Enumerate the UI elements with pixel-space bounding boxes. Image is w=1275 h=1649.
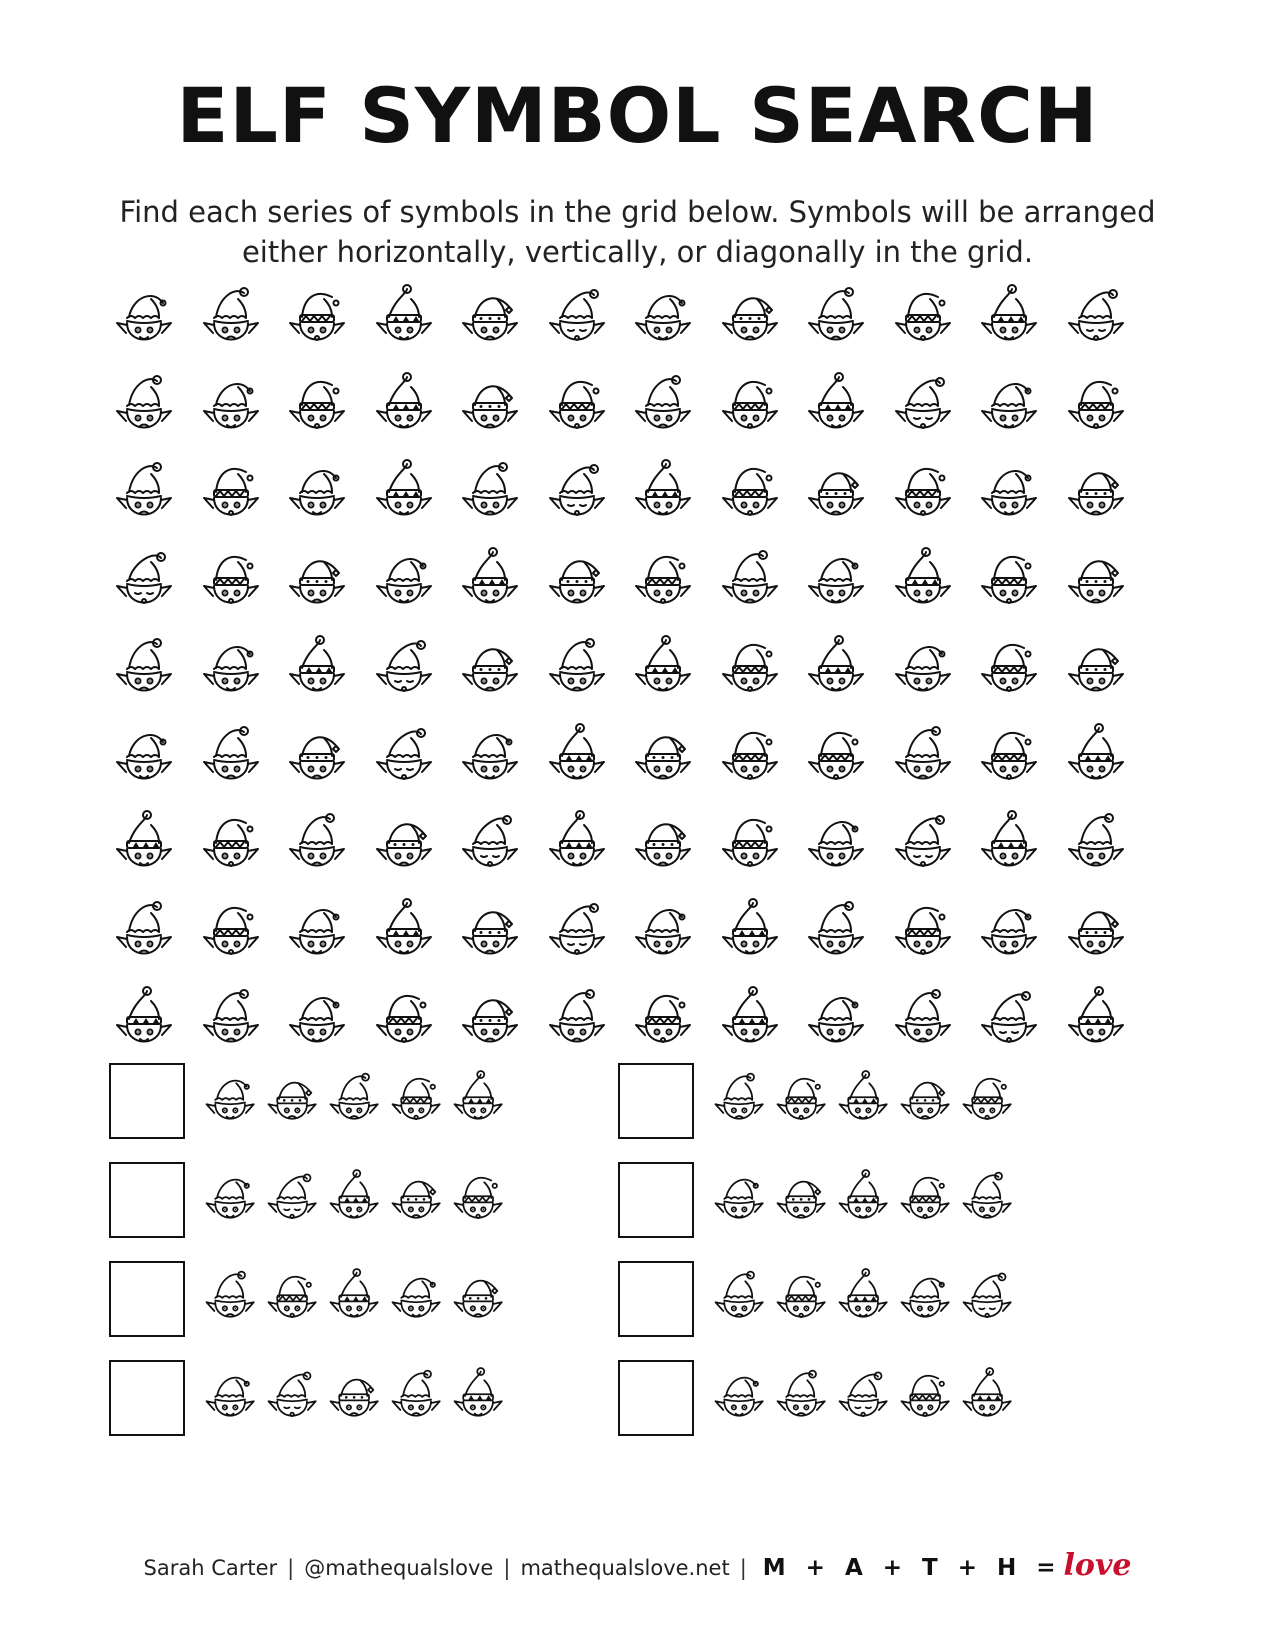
symbol-grid xyxy=(113,283,1170,1075)
elf-zigzag-icon xyxy=(978,722,1042,790)
elf-dots-icon xyxy=(265,1069,321,1129)
answer-checkbox[interactable] xyxy=(109,1261,185,1337)
elf-dots-icon xyxy=(286,722,350,790)
elf-tree-icon xyxy=(451,1069,507,1129)
symbol-sequence xyxy=(712,1168,1132,1230)
elf-pompom-icon xyxy=(892,985,956,1053)
elf-zigzag-icon xyxy=(286,371,350,439)
elf-tree-icon xyxy=(892,546,956,614)
elf-tree-icon xyxy=(960,1366,1016,1426)
elf-sleepy-icon xyxy=(978,985,1042,1053)
elf-zigzag-icon xyxy=(892,283,956,351)
elf-zigzag-icon xyxy=(774,1069,830,1129)
elf-classic-icon xyxy=(978,371,1042,439)
elf-zigzag-icon xyxy=(719,722,783,790)
answer-checkbox[interactable] xyxy=(618,1063,694,1139)
elf-pompom-icon xyxy=(892,722,956,790)
elf-dots-icon xyxy=(805,458,869,526)
elf-zigzag-icon xyxy=(265,1267,321,1327)
elf-zigzag-icon xyxy=(286,283,350,351)
elf-classic-icon xyxy=(632,283,696,351)
brand-logo xyxy=(762,1548,1132,1583)
elf-dots-icon xyxy=(898,1069,954,1129)
elf-classic-icon xyxy=(203,1366,259,1426)
answer-checkbox[interactable] xyxy=(618,1162,694,1238)
elf-classic-icon xyxy=(286,985,350,1053)
elf-pompom-icon xyxy=(200,985,264,1053)
symbol-sequence xyxy=(712,1366,1132,1428)
symbol-sequence xyxy=(712,1069,1132,1131)
answer-checkbox[interactable] xyxy=(618,1261,694,1337)
elf-pompom-icon xyxy=(327,1069,383,1129)
elf-zigzag-icon xyxy=(373,985,437,1053)
elf-classic-icon xyxy=(805,985,869,1053)
elf-dots-icon xyxy=(774,1168,830,1228)
footer-author: Sarah Carter xyxy=(143,1556,278,1580)
elf-sleepy-icon xyxy=(373,722,437,790)
elf-dots-icon xyxy=(459,283,523,351)
elf-classic-icon xyxy=(978,458,1042,526)
symbol-sequence xyxy=(203,1366,623,1428)
elf-zigzag-icon xyxy=(200,897,264,965)
elf-pompom-icon xyxy=(113,371,177,439)
elf-classic-icon xyxy=(805,809,869,877)
elf-dots-icon xyxy=(632,809,696,877)
symbol-sequence xyxy=(203,1267,623,1329)
elf-pompom-icon xyxy=(286,809,350,877)
answer-row xyxy=(109,1162,629,1242)
elf-tree-icon xyxy=(836,1267,892,1327)
elf-sleepy-icon xyxy=(836,1366,892,1426)
elf-sleepy-icon xyxy=(459,809,523,877)
elf-pompom-icon xyxy=(389,1366,445,1426)
elf-classic-icon xyxy=(113,722,177,790)
elf-tree-icon xyxy=(373,283,437,351)
elf-tree-icon xyxy=(632,634,696,702)
answer-row xyxy=(618,1063,1138,1143)
elf-tree-icon xyxy=(632,458,696,526)
answer-checkbox[interactable] xyxy=(618,1360,694,1436)
elf-zigzag-icon xyxy=(1065,371,1129,439)
elf-pompom-icon xyxy=(200,283,264,351)
elf-dots-icon xyxy=(459,634,523,702)
answer-row xyxy=(618,1162,1138,1242)
symbol-sequence xyxy=(203,1069,623,1131)
elf-tree-icon xyxy=(546,722,610,790)
elf-dots-icon xyxy=(546,546,610,614)
footer-site: mathequalslove.net xyxy=(520,1556,730,1580)
footer-divider: | xyxy=(503,1556,511,1580)
brand-text: M + A + T + H = xyxy=(762,1555,1062,1581)
elf-classic-icon xyxy=(203,1168,259,1228)
elf-zigzag-icon xyxy=(898,1366,954,1426)
elf-tree-icon xyxy=(373,897,437,965)
answer-row xyxy=(109,1261,629,1341)
elf-zigzag-icon xyxy=(546,371,610,439)
elf-zigzag-icon xyxy=(719,809,783,877)
elf-sleepy-icon xyxy=(546,458,610,526)
elf-tree-icon xyxy=(719,897,783,965)
elf-zigzag-icon xyxy=(389,1069,445,1129)
elf-classic-icon xyxy=(200,634,264,702)
elf-tree-icon xyxy=(546,809,610,877)
elf-dots-icon xyxy=(459,985,523,1053)
elf-zigzag-icon xyxy=(892,897,956,965)
elf-sleepy-icon xyxy=(373,634,437,702)
elf-pompom-icon xyxy=(203,1267,259,1327)
elf-pompom-icon xyxy=(546,634,610,702)
elf-pompom-icon xyxy=(805,897,869,965)
elf-classic-icon xyxy=(113,283,177,351)
elf-zigzag-icon xyxy=(898,1168,954,1228)
elf-zigzag-icon xyxy=(774,1267,830,1327)
elf-dots-icon xyxy=(373,809,437,877)
elf-zigzag-icon xyxy=(632,985,696,1053)
elf-pompom-icon xyxy=(960,1168,1016,1228)
elf-tree-icon xyxy=(459,546,523,614)
answer-row xyxy=(109,1360,629,1440)
elf-dots-icon xyxy=(389,1168,445,1228)
elf-tree-icon xyxy=(113,985,177,1053)
elf-tree-icon xyxy=(978,283,1042,351)
elf-classic-icon xyxy=(200,371,264,439)
elf-sleepy-icon xyxy=(546,897,610,965)
elf-zigzag-icon xyxy=(719,634,783,702)
elf-classic-icon xyxy=(459,722,523,790)
elf-zigzag-icon xyxy=(978,634,1042,702)
footer-divider: | xyxy=(287,1556,295,1580)
elf-sleepy-icon xyxy=(265,1168,321,1228)
elf-tree-icon xyxy=(451,1366,507,1426)
elf-zigzag-icon xyxy=(805,722,869,790)
elf-pompom-icon xyxy=(632,371,696,439)
symbol-sequence xyxy=(203,1168,623,1230)
elf-dots-icon xyxy=(327,1366,383,1426)
elf-classic-icon xyxy=(898,1267,954,1327)
elf-tree-icon xyxy=(113,809,177,877)
elf-classic-icon xyxy=(286,897,350,965)
elf-zigzag-icon xyxy=(960,1069,1016,1129)
footer-handle: @mathequalslove xyxy=(304,1556,494,1580)
elf-classic-icon xyxy=(712,1366,768,1426)
elf-tree-icon xyxy=(373,371,437,439)
elf-tree-icon xyxy=(327,1267,383,1327)
answer-row xyxy=(109,1063,629,1143)
elf-sleepy-icon xyxy=(892,371,956,439)
elf-sleepy-icon xyxy=(113,546,177,614)
elf-classic-icon xyxy=(805,546,869,614)
elf-sleepy-icon xyxy=(960,1267,1016,1327)
elf-pompom-icon xyxy=(113,897,177,965)
elf-pompom-icon xyxy=(1065,809,1129,877)
symbol-sequence xyxy=(712,1267,1132,1329)
elf-classic-icon xyxy=(892,634,956,702)
elf-pompom-icon xyxy=(200,722,264,790)
footer xyxy=(0,1548,1275,1583)
elf-sleepy-icon xyxy=(546,283,610,351)
elf-tree-icon xyxy=(836,1069,892,1129)
elf-pompom-icon xyxy=(113,458,177,526)
elf-sleepy-icon xyxy=(892,809,956,877)
elf-tree-icon xyxy=(327,1168,383,1228)
elf-sleepy-icon xyxy=(1065,283,1129,351)
elf-classic-icon xyxy=(712,1168,768,1228)
elf-sleepy-icon xyxy=(265,1366,321,1426)
elf-zigzag-icon xyxy=(632,546,696,614)
elf-dots-icon xyxy=(451,1267,507,1327)
elf-tree-icon xyxy=(286,634,350,702)
elf-tree-icon xyxy=(805,371,869,439)
elf-zigzag-icon xyxy=(978,546,1042,614)
elf-tree-icon xyxy=(836,1168,892,1228)
instructions-text: Find each series of symbols in the grid below. Symbols will be arranged either horizontally, vertically, or diagonally in the grid. xyxy=(119,195,1156,269)
elf-pompom-icon xyxy=(459,458,523,526)
elf-zigzag-icon xyxy=(451,1168,507,1228)
elf-classic-icon xyxy=(978,897,1042,965)
page-title: ELF SYMBOL SEARCH xyxy=(176,71,1099,160)
elf-classic-icon xyxy=(389,1267,445,1327)
elf-classic-icon xyxy=(632,897,696,965)
elf-pompom-icon xyxy=(113,634,177,702)
elf-zigzag-icon xyxy=(200,458,264,526)
elf-pompom-icon xyxy=(712,1069,768,1129)
elf-pompom-icon xyxy=(719,546,783,614)
elf-dots-icon xyxy=(1065,634,1129,702)
elf-zigzag-icon xyxy=(200,546,264,614)
answer-row xyxy=(618,1360,1138,1440)
elf-tree-icon xyxy=(373,458,437,526)
elf-dots-icon xyxy=(1065,458,1129,526)
elf-dots-icon xyxy=(286,546,350,614)
elf-dots-icon xyxy=(1065,546,1129,614)
footer-divider: | xyxy=(739,1556,747,1580)
elf-dots-icon xyxy=(719,283,783,351)
elf-zigzag-icon xyxy=(719,371,783,439)
elf-zigzag-icon xyxy=(892,458,956,526)
elf-tree-icon xyxy=(1065,722,1129,790)
elf-pompom-icon xyxy=(774,1366,830,1426)
elf-pompom-icon xyxy=(805,283,869,351)
elf-tree-icon xyxy=(1065,985,1129,1053)
elf-classic-icon xyxy=(373,546,437,614)
elf-dots-icon xyxy=(1065,897,1129,965)
answer-checkbox[interactable] xyxy=(109,1360,185,1436)
elf-zigzag-icon xyxy=(719,458,783,526)
elf-dots-icon xyxy=(459,897,523,965)
elf-pompom-icon xyxy=(546,985,610,1053)
elf-zigzag-icon xyxy=(200,809,264,877)
elf-dots-icon xyxy=(459,371,523,439)
elf-dots-icon xyxy=(632,722,696,790)
elf-tree-icon xyxy=(978,809,1042,877)
brand-love: love xyxy=(1063,1548,1132,1583)
elf-tree-icon xyxy=(719,985,783,1053)
answer-checkbox[interactable] xyxy=(109,1162,185,1238)
answer-checkbox[interactable] xyxy=(109,1063,185,1139)
elf-tree-icon xyxy=(805,634,869,702)
answer-row xyxy=(618,1261,1138,1341)
elf-classic-icon xyxy=(203,1069,259,1129)
elf-pompom-icon xyxy=(712,1267,768,1327)
elf-classic-icon xyxy=(286,458,350,526)
